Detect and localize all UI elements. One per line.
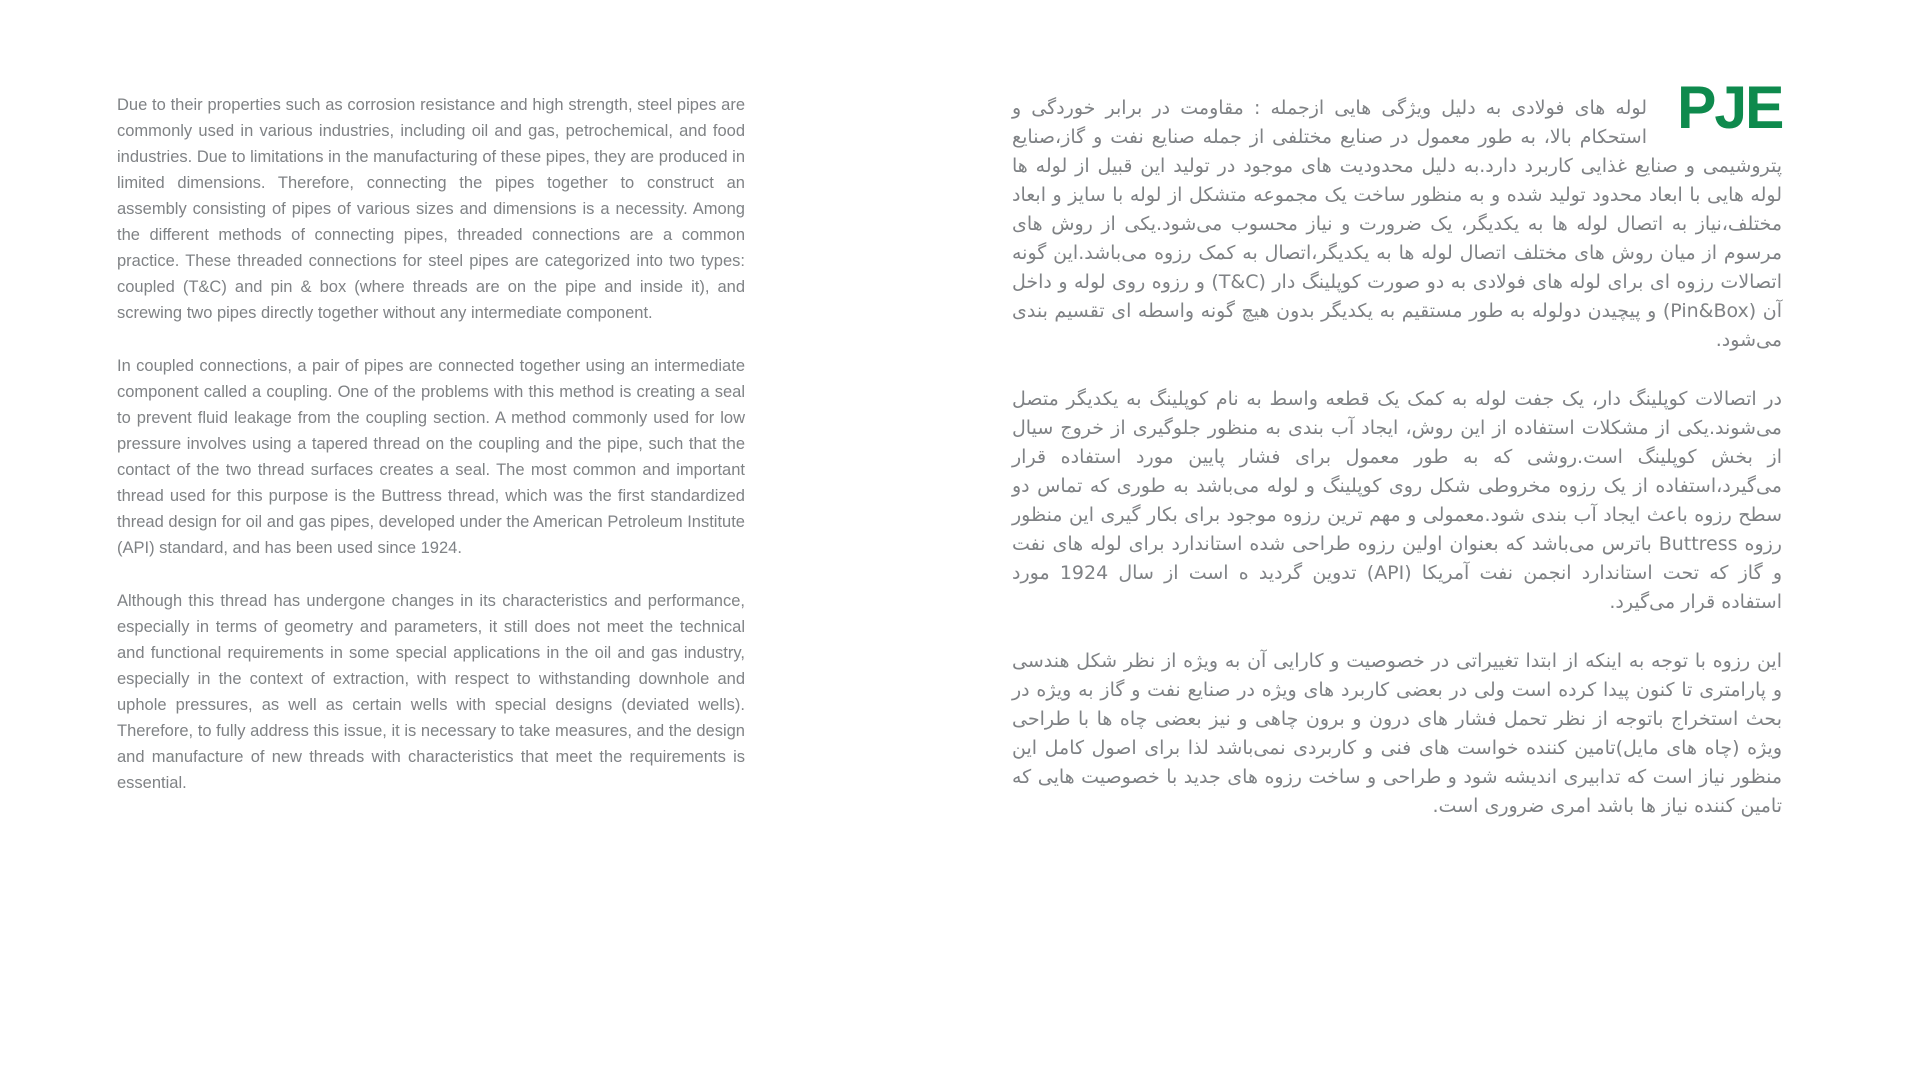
english-paragraph-3: Although this thread has undergone changes in its characteristics and performance, especially in terms of geometry and parameters, it still does not meet the technical and functional requirements in some special applications in the oil and gas industry, especially in the context of extraction, with respect to withstanding downhole and uphole pressures, as well as certain wells with special designs (deviated wells). Therefore, to fully address this issue, it is necessary to take measures, and the design and manufacture of new threads with characteristics that meet the requirements is essential. xyxy=(117,592,745,792)
pje-logo: PJE xyxy=(1676,74,1782,141)
english-paragraph-1: Due to their properties such as corrosion resistance and high strength, steel pipes are commonly used in various industries, including oil and gas, petrochemical, and food industries. Due to limitations in the manufacturing of these pipes, they are produced in limited dimensions. Therefore, connecting the pipes together to construct an assembly consisting of pipes of various sizes and dimensions is a necessity. Among the different methods of connecting pipes, threaded connections are a common practice. These threaded connections for steel pipes are categorized into two types: coupled (T&C) and pin & box (where threads are on the pipe and inside it), and screwing two pipes directly together without any intermediate component. xyxy=(117,96,745,322)
persian-paragraph-2: در اتصالات کوپلینگ دار، یک جفت لوله به کمک یک قطعه واسط به نام کوپلینگ به یکدیگر متصل می‌شوند.یکی از مشکلات استفاده از این روش، ایجاد آب بندی به منظور جلوگیری از خروج سیال از بخش کوپلینگ است.روشی که به طور معمول برای فشار پایین مورد استفاده قرار می‌گیرد،استفاده از یک رزوه مخروطی شکل روی کوپلینگ و لوله می‌باشد به طوری که تماس دو سطح رزوه باعث ایجاد آب بندی شود.معمولی و مهم ترین رزوه موجود برای بکار گیری این منظور رزوه Buttress باترس می‌باشد که بعنوان اولین رزوه طراحی شده استاندارد برای لوله های نفت و گاز که تحت استاندارد انجمن نفت آمریکا (API) تدوین گردید ه است از سال 1924 مورد استفاده قرار می‌گیرد. xyxy=(1012,388,1782,613)
persian-paragraph-1 xyxy=(1012,94,1782,355)
english-text-column xyxy=(117,92,745,823)
persian-paragraph-3: این رزوه با توجه به اینکه از ابتدا تغییراتی در خصوصیت و کارایی آن به ویژه از نظر شکل هندسی و پارامتری تا کنون پیدا کرده است ولی در بعضی کاربرد های ویژه در صنایع نفت و گاز به ویژه در بحث استخراج باتوجه از نظر تحمل فشار های درون و برون چاهی و نیز بعضی چاه ها با طراحی ویژه (چاه های مایل)تامین کننده خواست های فنی و کاربردی نمی‌باشد لذا برای اصول کامل این منظور نیاز است که تدابیری اندیشه شود و طراحی و ساخت رزوه های جدید با خصوصیت هایی که تامین کننده نیاز ها باشد امری ضروری است. xyxy=(1012,650,1782,817)
persian-paragraph-1-text: لوله های فولادی به دلیل ویژگی هایی ازجمله : مقاومت در برابر خوردگی و استحکام بالا، به طور معمول در صنایع مختلفی از جمله صنایع نفت و گاز،صنایع پتروشیمی و صنایع غذایی کاربرد دارد.به دلیل محدودیت های موجود در تولید این قبیل از لوله ها لوله هایی با ابعاد محدود تولید شده و به منظور ساخت یک مجموعه متشکل از لوله با سایز و ابعاد مختلف،نیاز به اتصال لوله ها به یکدیگر، یک ضرورت و نیاز محسوب می‌شود.یکی از روش های مرسوم از میان روش های مختلف اتصال لوله ها به یکدیگر،اتصال به کمک رزوه می‌باشد.این گونه اتصالات رزوه ای برای لوله های فولادی به دو صورت کوپلینگ دار (T&C) و رزوه روی لوله و داخل آن (Pin&Box) و پیچیدن دولوله به طور مستقیم به یکدیگر بدون هیچ گونه واسطه ای تقسیم بندی می‌شود. xyxy=(1012,97,1782,351)
persian-text-column xyxy=(1012,74,1782,851)
english-paragraph-2: In coupled connections, a pair of pipes are connected together using an intermediate component called a coupling. One of the problems with this method is creating a seal to prevent fluid leakage from the coupling section. A method commonly used for low pressure involves using a tapered thread on the coupling and the pipe, such that the contact of the two thread surfaces creates a seal. The most common and important thread used for this purpose is the Buttress thread, which was the first standardized thread design for oil and gas pipes, developed under the American Petroleum Institute (API) standard, and has been used since 1924. xyxy=(117,357,745,557)
